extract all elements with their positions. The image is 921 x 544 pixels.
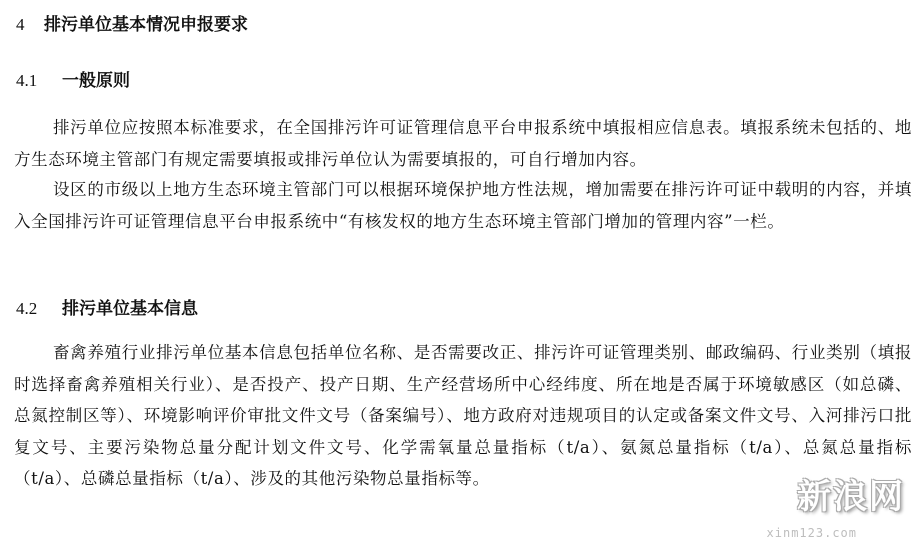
- section-title: 排污单位基本情况申报要求: [44, 15, 248, 35]
- section-number: 4.2: [16, 299, 38, 318]
- section-title: 一般原则: [62, 71, 130, 91]
- section-4-2-heading: [16, 294, 198, 319]
- watermark-url: xinm123.com: [766, 526, 857, 540]
- section-number: 4: [16, 15, 25, 34]
- watermark-logo: [715, 450, 915, 542]
- section-4-heading: [16, 10, 248, 35]
- paragraph: 排污单位应按照本标准要求，在全国排污许可证管理信息平台申报系统中填报相应信息表。填报系统未包括的、地方生态环境主管部门有规定需要填报或排污单位认为需要填报的，可自行增加内容。: [14, 118, 912, 169]
- section-number: 4.1: [16, 71, 38, 90]
- paragraph: 设区的市级以上地方生态环境主管部门可以根据环境保护地方性法规，增加需要在排污许可证中载明的内容，并填入全国排污许可证管理信息平台申报系统中“有核发权的地方生态环境主管部门增加的管理内容”一栏。: [14, 180, 912, 231]
- paragraph: 畜禽养殖行业排污单位基本信息包括单位名称、是否需要改正、排污许可证管理类别、邮政编码、行业类别（填报时选择畜禽养殖相关行业）、是否投产、投产日期、生产经营场所中心经纬度、所在地是否属于环境敏感区（如总磷、总氮控制区等）、环境影响评价审批文件文号（备案编号）、地方政府对违规项目的认定或备案文件文号、入河排污口批复文号、主要污染物总量分配计划文件文号、化学需氧量总量指标（t/a）、氨氮总量指标（t/a）、总氮总量指标（t/a）、总磷总量指标（t/a）、涉及的其他污染物总量指标等。: [14, 343, 912, 489]
- section-4-1-heading: [16, 66, 130, 91]
- watermark-text: 新浪网: [797, 477, 905, 517]
- section-title: 排污单位基本信息: [62, 299, 198, 319]
